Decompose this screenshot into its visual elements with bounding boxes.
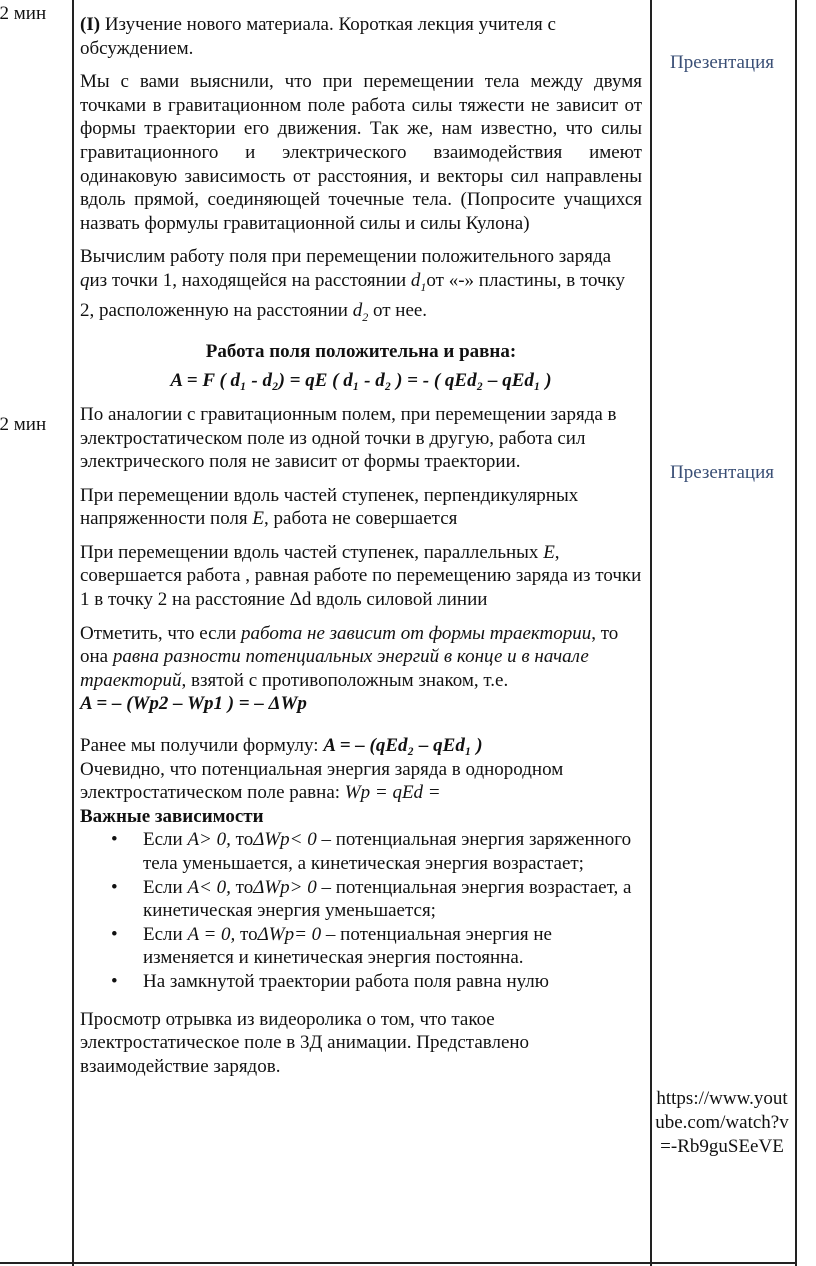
paragraph-analogy: По аналогии с гравитационным полем, при перемещении заряда в электростатическом поле из одной точки в другую, работа сил электрического поля не зависит от формы траектории. xyxy=(80,403,617,473)
table-border-left xyxy=(72,0,74,1266)
dependency-list xyxy=(80,828,642,993)
time-label-1: 2 мин xyxy=(0,3,47,24)
paragraph-earlier-formula: Ранее мы получили формулу: A = – (qEd₂ – qEd₁ ) xyxy=(80,735,483,757)
paragraph-video: Просмотр отрывка из видеоролика о том, что такое электростатическое поле в 3Д анимации. Представлено взаимодействие зарядов. xyxy=(80,1008,530,1077)
important-heading: Важные зависимости xyxy=(80,805,264,827)
time-label-2: 2 мин xyxy=(0,414,47,435)
paragraph-intro: Мы с вами выяснили, что при перемещении тела между двумя точками в гравитационном поле работа силы тяжести не зависит от формы траектории его движения. Так же, нам известно, что силы гравитационного и электрического взаимодействия имеют одинаковую зависимость от расстояния, и векторы сил направлены вдоль прямой, соединяющей точечные тела. (Попросите учащихся назвать формулы гравитационной силы и силы Кулона) xyxy=(80,71,642,234)
section-title: Изучение нового материала. Короткая лекция учителя с обсуждением. xyxy=(80,14,556,59)
list-item: • Если A = 0, тоΔWp= 0 – потенциальная энергия не изменяется и кинетическая энергия постоянна. xyxy=(111,923,552,969)
time-cell-2 xyxy=(0,414,46,436)
lesson-content xyxy=(80,13,642,1078)
section-marker: (I) xyxy=(80,14,101,35)
paragraph-work-calc: Вычислим работу поля при перемещении положительного заряда qиз точки 1, находящейся на расстоянии $d_1от$ «-» пластины, в точку 2, расположенную на расстоянии $d_2$ от нее. xyxy=(80,246,626,325)
paragraph-parallel: При перемещении вдоль частей ступенек, параллельных E, совершается работа , равная работе по перемещению заряда из точки 1 в точку 2 на расстояние Δd вдоль силовой линии xyxy=(80,541,642,611)
paragraph-perpendicular: При перемещении вдоль частей ступенек, перпендикулярных напряженности поля E, работа не совершается xyxy=(80,484,579,530)
time-cell-1 xyxy=(0,3,46,25)
list-item: • На замкнутой траектории работа поля равна нулю xyxy=(111,970,549,992)
table-divider-main xyxy=(650,0,652,1266)
presentation-link-2[interactable]: Презентация xyxy=(669,462,775,483)
video-url-link[interactable]: https://www.youtube.com/watch?v=-Rb9guSEeVE xyxy=(655,1088,789,1157)
formula-work: A = F ( d₁ - d₂) = qE ( d₁ - d₂ ) = - ( qEd₂ – qEd₁ ) xyxy=(170,370,552,392)
table-border-right xyxy=(795,0,797,1266)
list-item: • Если A< 0, тоΔWp> 0 – потенциальная энергия возрастает, а кинетическая энергия уменьшается; xyxy=(111,876,632,922)
work-heading: Работа поля положительна и равна: xyxy=(205,340,517,362)
presentation-link-1[interactable]: Презентация xyxy=(669,52,775,73)
formula-potential-diff: A = – (Wp2 – Wp1 ) = – ΔWp xyxy=(80,693,307,715)
section-heading xyxy=(80,13,642,60)
table-bottom-border xyxy=(0,1262,797,1264)
paragraph-note: Отметить, что если работа не зависит от формы траектории, то она равна разности потенциальных энергий в конце и в начале траекторий, взятой с противоположным знаком, т.е. xyxy=(80,622,619,691)
paragraph-potential-energy: Очевидно, что потенциальная энергия заряда в однородном электростатическом поле равна: Wp = qEd = xyxy=(80,758,564,804)
list-item: • Если A> 0, тоΔWp< 0 – потенциальная энергия заряженного тела уменьшается, а кинетическая энергия возрастает; xyxy=(111,829,632,874)
